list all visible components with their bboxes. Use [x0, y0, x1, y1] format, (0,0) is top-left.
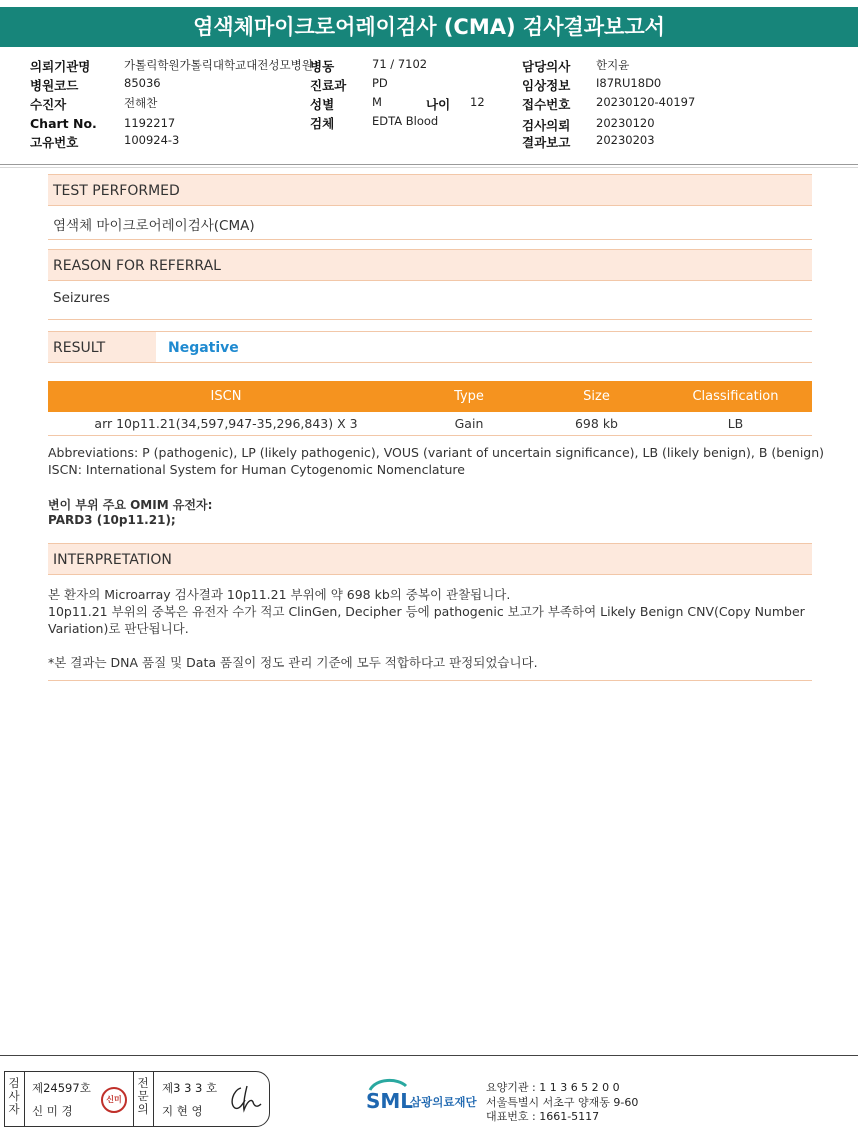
result-table-header — [48, 381, 812, 412]
header-label: 임상정보 — [522, 78, 571, 93]
header-value: M — [372, 95, 382, 109]
header-label: 담당의사 — [522, 59, 571, 74]
age-value: 12 — [470, 95, 485, 109]
header-value: 71 / 7102 — [372, 57, 428, 71]
header-value: 1192217 — [124, 116, 176, 130]
report-title: 염색체마이크로어레이검사 (CMA) 검사결과보고서 — [0, 7, 858, 47]
result-row — [48, 331, 812, 363]
cell-size: 698 kb — [574, 416, 618, 431]
specialist-label: 전 문 의 — [137, 1076, 149, 1116]
org-name: 삼광의료재단 — [410, 1095, 477, 1109]
footer-divider — [0, 1055, 858, 1056]
header-label: 의뢰기관명 — [30, 59, 91, 74]
reason-body: Seizures — [53, 290, 110, 306]
signature-box — [4, 1071, 270, 1127]
reason-heading: REASON FOR REFERRAL — [48, 249, 812, 281]
seal-stamp-icon: 신미 — [101, 1087, 127, 1113]
header-label: 결과보고 — [522, 135, 571, 150]
header-label: 진료과 — [310, 78, 347, 93]
col-classification: Classification — [692, 389, 779, 404]
table-row — [48, 413, 812, 436]
section-divider — [48, 239, 812, 240]
inspector-license: 제24597호 — [32, 1081, 91, 1095]
col-size: Size — [583, 389, 610, 404]
header-label: Chart No. — [30, 116, 97, 131]
specialist-name: 지 현 영 — [162, 1104, 203, 1118]
facility-code: 요양기관 : 1 1 3 6 5 2 0 0 — [486, 1081, 620, 1094]
cell-iscn: arr 10p11.21(34,597,947-35,296,843) X 3 — [94, 416, 358, 431]
header-value: 20230203 — [596, 133, 655, 147]
iscn-note: ISCN: International System for Human Cytogenomic Nomenclature — [48, 462, 465, 477]
header-label: 병원코드 — [30, 78, 79, 93]
result-label: RESULT — [53, 340, 106, 356]
cell-type: Gain — [454, 416, 484, 431]
age-label: 나이 — [426, 97, 451, 112]
col-type: Type — [454, 389, 484, 404]
omim-genes: PARD3 (10p11.21); — [48, 513, 176, 527]
col-iscn: ISCN — [210, 389, 242, 404]
header-divider — [0, 167, 858, 168]
header-value: 전해찬 — [124, 96, 158, 110]
result-value: Negative — [168, 340, 239, 356]
header-label: 접수번호 — [522, 97, 571, 112]
header-value: PD — [372, 76, 388, 90]
specialist-license: 제3 3 3 호 — [162, 1081, 218, 1095]
interpretation-note: *본 결과는 DNA 품질 및 Data 품질이 정도 관리 기준에 모두 적합하다고 판정되었습니다. — [48, 655, 538, 670]
test-performed-body: 염색체 마이크로어레이검사(CMA) — [53, 218, 255, 234]
header-value: 가톨릭학원가톨릭대학교대전성모병원 — [124, 58, 313, 72]
header-value: 20230120 — [596, 116, 655, 130]
org-address: 서울특별시 서초구 양재동 9-60 — [486, 1096, 639, 1109]
header-value: 20230120-40197 — [596, 95, 696, 109]
header-value: 100924-3 — [124, 133, 180, 147]
signature-icon — [227, 1082, 263, 1114]
header-label: 성별 — [310, 97, 335, 112]
test-performed-heading: TEST PERFORMED — [48, 174, 812, 206]
header-label: 검체 — [310, 116, 335, 131]
inspector-name: 신 미 경 — [32, 1104, 73, 1118]
header-label: 고유번호 — [30, 135, 79, 150]
cell-classification: LB — [727, 416, 744, 431]
abbreviations-line: Abbreviations: P (pathogenic), LP (likely pathogenic), VOUS (variant of uncertain significance), LB (likely benign), B (benign) — [48, 445, 825, 460]
header-value: 85036 — [124, 76, 161, 90]
interpretation-heading: INTERPRETATION — [48, 543, 812, 575]
interpretation-line: Variation)로 판단됩니다. — [48, 621, 189, 636]
header-value: I87RU18D0 — [596, 76, 662, 90]
header-label: 수진자 — [30, 97, 67, 112]
header-label: 검사의뢰 — [522, 118, 571, 133]
header-value: EDTA Blood — [372, 114, 439, 128]
sml-logo-text: SML — [366, 1089, 414, 1113]
section-divider — [48, 680, 812, 681]
header-divider — [0, 164, 858, 165]
org-phone: 대표번호 : 1661-5117 — [486, 1110, 600, 1123]
header-value: 한지윤 — [596, 58, 630, 72]
interpretation-line: 본 환자의 Microarray 검사결과 10p11.21 부위에 약 698 kb의 중복이 관찰됩니다. — [48, 587, 511, 602]
header-label: 병동 — [310, 59, 335, 74]
omim-heading: 변이 부위 주요 OMIM 유전자: — [48, 498, 213, 512]
inspector-label: 검 사 자 — [8, 1076, 20, 1116]
interpretation-line: 10p11.21 부위의 중복은 유전자 수가 적고 ClinGen, Decipher 등에 pathogenic 보고가 부족하여 Likely Benign CNV(Copy Number — [48, 604, 805, 619]
section-divider — [48, 319, 812, 320]
